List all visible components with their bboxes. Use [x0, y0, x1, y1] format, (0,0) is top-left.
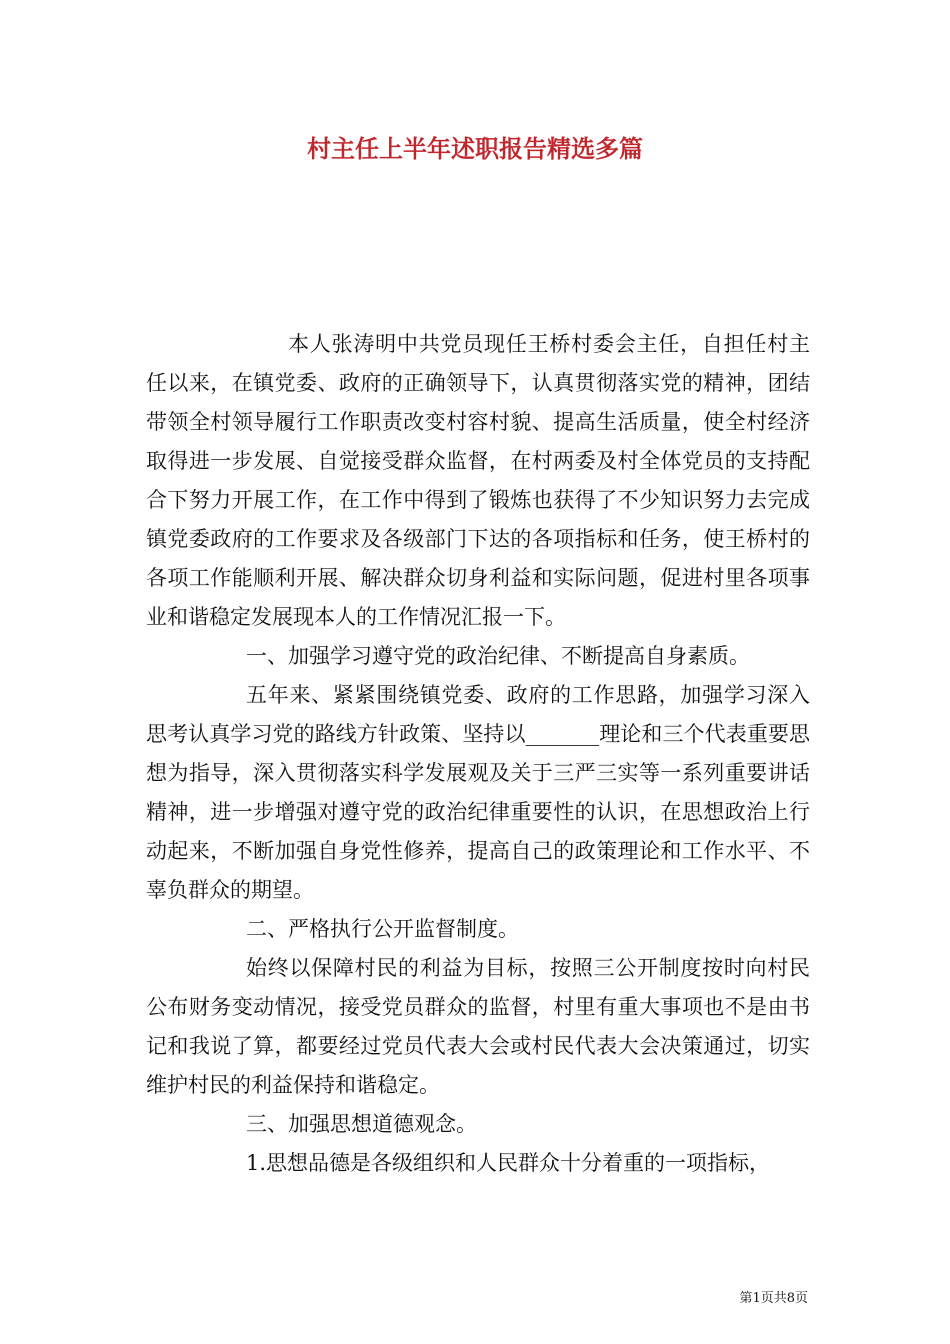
page-number-footer: 第1页共8页 — [739, 1291, 808, 1306]
document-title: 村主任上半年述职报告精选多篇 — [307, 134, 643, 163]
section-heading-3: 三、加强思想道德观念。 — [246, 1112, 477, 1136]
paragraph-section-1: 五年来、紧紧围绕镇党委、政府的工作思路，加强学习深入思考认真学习党的路线方针政策、坚持以_______理论和三个代表重要思想为指导，深入贯彻落实科学发展观及关于三严三实等一系列重要讲话精神，进一步增强对遵守党的政治纪律重要性的认识，在思想政治上行动起来，不断加强自身党性修养，提高自己的政策理论和工作水平、不辜负群众的期望。 — [146, 683, 810, 902]
section-heading-2: 二、严格执行公开监督制度。 — [246, 917, 519, 941]
paragraph-section-3-item-1: 1.思想品德是各级组织和人民群众十分着重的一项指标， — [246, 1151, 771, 1175]
paragraph-section-2: 始终以保障村民的利益为目标，按照三公开制度按时向村民公布财务变动情况，接受党员群众的监督，村里有重大事项也不是由书记和我说了算，都要经过党员代表大会或村民代表大会决策通过，切实维护村民的利益保持和谐稳定。 — [146, 956, 810, 1097]
section-heading-1: 一、加强学习遵守党的政治纪律、不断提高自身素质。 — [246, 644, 750, 668]
document-body — [146, 325, 810, 1183]
paragraph-intro: 本人张涛明中共党员现任王桥村委会主任，自担任村主任以来，在镇党委、政府的正确领导下，认真贯彻落实党的精神，团结带领全村领导履行工作职责改变村容村貌、提高生活质量，使全村经济取得进一步发展、自觉接受群众监督，在村两委及村全体党员的支持配合下努力开展工作，在工作中得到了锻炼也获得了不少知识努力去完成镇党委政府的工作要求及各级部门下达的各项指标和任务，使王桥村的各项工作能顺利开展、解决群众切身利益和实际问题，促进村里各项事业和谐稳定发展现本人的工作情况汇报一下。 — [146, 332, 810, 629]
